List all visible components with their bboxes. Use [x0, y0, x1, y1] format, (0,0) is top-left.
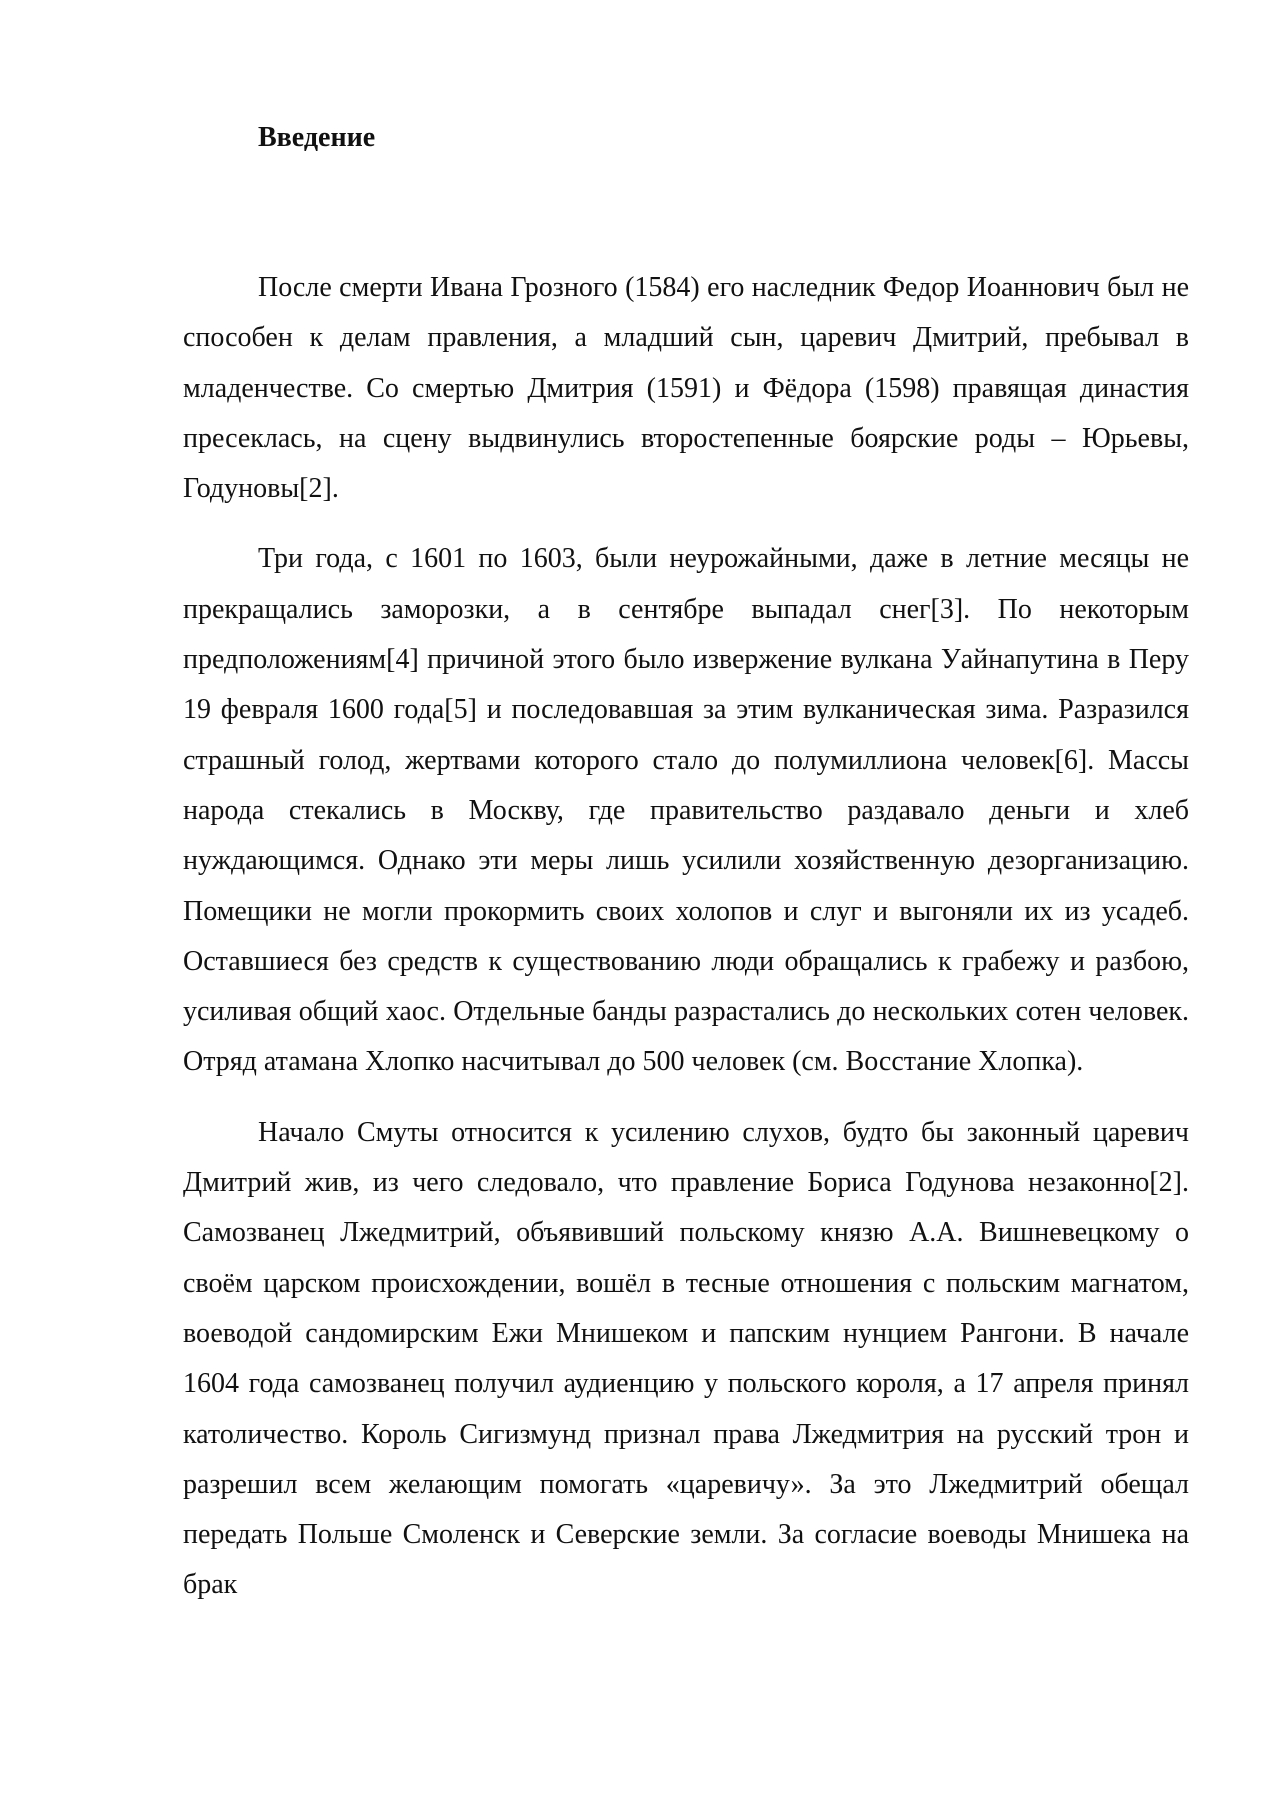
document-body [183, 118, 1189, 1631]
paragraph-3: Начало Смуты относится к усилению слухов, будто бы законный царевич Дмитрий жив, из чего следовало, что правление Бориса Годунова незаконно[2]. Самозванец Лжедмитрий, объявивший польскому князю А.А. Вишневецкому о своём царском происхождении, вошёл в тесные отношения с польским магнатом, воеводой сандомирским Ежи Мнишеком и папским нунцием Рангони. В начале 1604 года самозванец получил аудиенцию у польского короля, а 17 апреля принял католичество. Король Сигизмунд признал права Лжедмитрия на русский трон и разрешил всем желающим помогать «царевичу». За это Лжедмитрий обещал передать Польше Смоленск и Северские земли. За согласие воеводы Мнишека на брак [183, 1116, 1189, 1601]
section-heading: Введение [258, 122, 376, 153]
paragraph-1: После смерти Ивана Грозного (1584) его наследник Федор Иоаннович был не способен к делам правления, а младший сын, царевич Дмитрий, пребывал в младенчестве. Со смертью Дмитрия (1591) и Фёдора (1598) правящая династия пресеклась, на сцену выдвинулись второстепенные боярские роды – Юрьевы, Годуновы[2]. [183, 272, 1189, 505]
paragraph-2: Три года, с 1601 по 1603, были неурожайными, даже в летние месяцы не прекращались заморозки, а в сентябре выпадал снег[3]. По некоторым предположениям[4] причиной этого было извержение вулкана Уайнапутина в Перу 19 февраля 1600 года[5] и последовавшая за этим вулканическая зима. Разразился страшный голод, жертвами которого стало до полумиллиона человек[6]. Массы народа стекались в Москву, где правительство раздавало деньги и хлеб нуждающимся. Однако эти меры лишь усилили хозяйственную дезорганизацию. Помещики не могли прокормить своих холопов и слуг и выгоняли их из усадеб. Оставшиеся без средств к существованию люди обращались к грабежу и разбою, усиливая общий хаос. Отдельные банды разрастались до нескольких сотен человек. Отряд атамана Хлопко насчитывал до 500 человек (см. Восстание Хлопка). [183, 543, 1189, 1078]
